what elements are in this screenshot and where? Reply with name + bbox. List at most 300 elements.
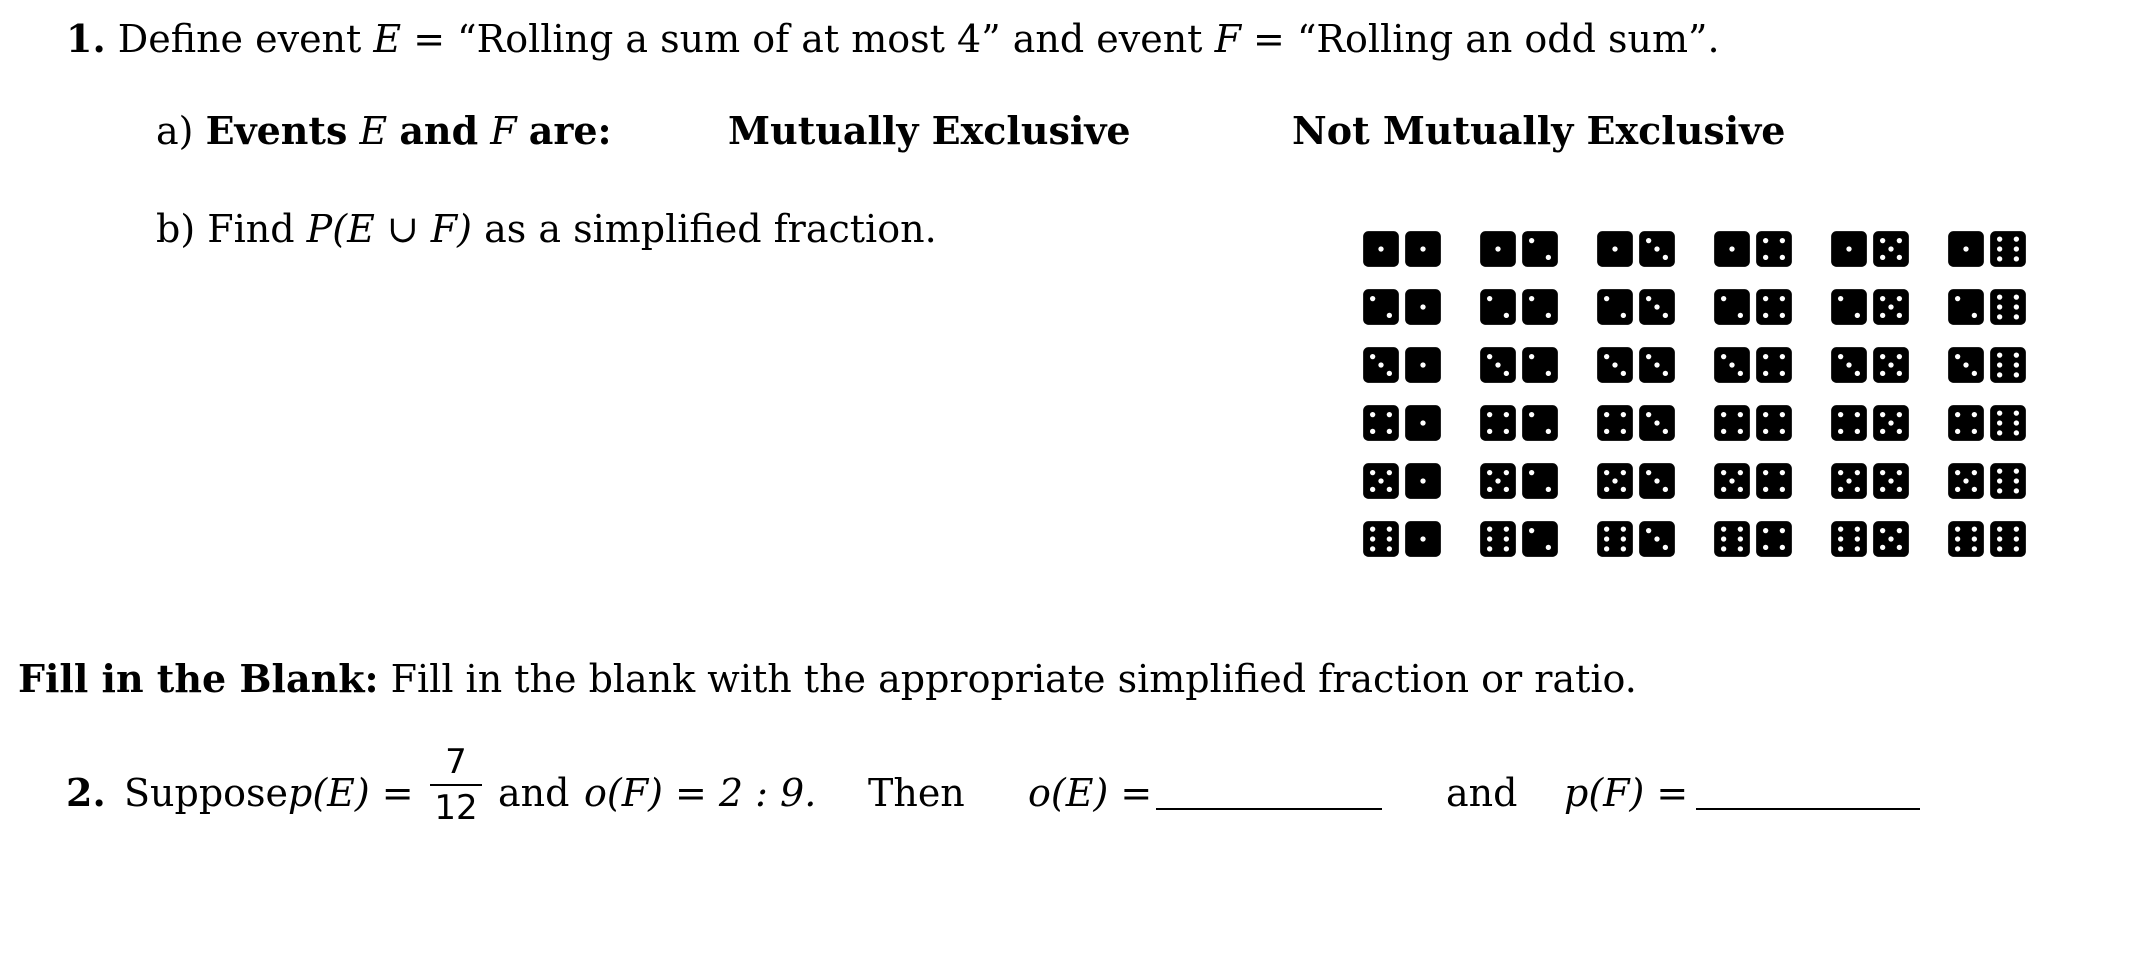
die-pip <box>1721 546 1726 551</box>
die-pip <box>2014 546 2019 551</box>
die-pip <box>1763 255 1768 260</box>
die-face-3 <box>1830 346 1868 384</box>
equals-sign-2: = <box>1253 17 1285 61</box>
die-pip <box>1838 296 1843 301</box>
odds-e-label: o(E) = <box>1028 771 1153 815</box>
probability-e-fraction <box>430 742 482 828</box>
die-face-6 <box>1830 520 1868 558</box>
die-face-2 <box>1521 520 1559 558</box>
die-pip <box>1780 296 1785 301</box>
die-pip <box>1780 487 1785 492</box>
die-face-3 <box>1638 346 1676 384</box>
die-pip <box>1880 371 1885 376</box>
die-pip <box>1846 478 1851 483</box>
die-pip <box>1888 362 1893 367</box>
die-pip <box>1504 536 1509 541</box>
die-face-4 <box>1713 404 1751 442</box>
die-pip <box>1888 246 1893 251</box>
die-pip <box>1729 478 1734 483</box>
dice-pair-1-5 <box>1830 230 1910 268</box>
equals-sign: = <box>413 17 446 61</box>
dice-pair-1-3 <box>1596 230 1676 268</box>
die-pip <box>1972 526 1977 531</box>
dice-pair-6-2 <box>1479 520 1559 558</box>
dice-pair-5-3 <box>1596 462 1676 500</box>
die-body <box>1522 289 1558 325</box>
die-pip <box>1997 536 2002 541</box>
die-pip <box>1888 304 1893 309</box>
die-pip <box>1997 362 2002 367</box>
die-face-3 <box>1947 346 1985 384</box>
die-pip <box>1370 354 1375 359</box>
die-face-6 <box>1989 404 2027 442</box>
die-pip <box>1612 362 1617 367</box>
die-face-5 <box>1872 520 1910 558</box>
fraction-bar <box>430 784 482 786</box>
dice-pair-3-1 <box>1362 346 1442 384</box>
die-body <box>1522 405 1558 441</box>
die-pip <box>1370 429 1375 434</box>
die-face-2 <box>1830 288 1868 326</box>
die-pip <box>1495 246 1500 251</box>
die-pip <box>1487 429 1492 434</box>
die-pip <box>1621 313 1626 318</box>
die-face-5 <box>1872 462 1910 500</box>
die-face-2 <box>1521 230 1559 268</box>
die-pip <box>1738 313 1743 318</box>
die-pip <box>1780 255 1785 260</box>
die-pip <box>1504 412 1509 417</box>
die-pip <box>1387 313 1392 318</box>
die-pip <box>1387 526 1392 531</box>
dice-pair-4-1 <box>1362 404 1442 442</box>
die-pip <box>1729 362 1734 367</box>
die-pip <box>2014 488 2019 493</box>
die-pip <box>1855 526 1860 531</box>
dice-pair-6-5 <box>1830 520 1910 558</box>
die-pip <box>1972 487 1977 492</box>
die-pip <box>1646 470 1651 475</box>
die-pip <box>1897 528 1902 533</box>
dice-pair-1-1 <box>1362 230 1442 268</box>
die-face-4 <box>1947 404 1985 442</box>
die-pip <box>2014 478 2019 483</box>
die-pip <box>1370 546 1375 551</box>
die-face-5 <box>1872 404 1910 442</box>
probability-f-label: p(F) = <box>1564 771 1689 815</box>
die-pip <box>1487 354 1492 359</box>
die-pip <box>1846 246 1851 251</box>
dice-pair-3-4 <box>1713 346 1793 384</box>
die-pip <box>1972 313 1977 318</box>
die-pip <box>1838 354 1843 359</box>
die-pip <box>1646 528 1651 533</box>
die-pip <box>1838 470 1843 475</box>
die-body <box>1990 231 2026 267</box>
die-face-2 <box>1521 462 1559 500</box>
die-pip <box>1604 412 1609 417</box>
dice-pair-5-6 <box>1947 462 2027 500</box>
die-pip <box>1955 487 1960 492</box>
die-pip <box>1897 545 1902 550</box>
die-face-6 <box>1989 346 2027 384</box>
die-pip <box>2014 536 2019 541</box>
die-body <box>1990 405 2026 441</box>
die-pip <box>1721 354 1726 359</box>
die-body <box>1756 463 1792 499</box>
die-face-2 <box>1521 288 1559 326</box>
die-pip <box>2014 352 2019 357</box>
dice-pair-1-6 <box>1947 230 2027 268</box>
dice-pair-5-2 <box>1479 462 1559 500</box>
die-pip <box>1955 536 1960 541</box>
union-expression: P(E ∪ F) <box>306 207 472 251</box>
die-pip <box>1780 470 1785 475</box>
die-body <box>1363 289 1399 325</box>
die-body <box>1756 521 1792 557</box>
die-pip <box>1529 296 1534 301</box>
die-face-6 <box>1989 462 2027 500</box>
die-pip <box>1880 470 1885 475</box>
die-face-2 <box>1521 346 1559 384</box>
die-pip <box>1997 294 2002 299</box>
die-face-5 <box>1713 462 1751 500</box>
die-pip <box>1763 296 1768 301</box>
die-pip <box>1387 371 1392 376</box>
die-face-4 <box>1755 288 1793 326</box>
die-body <box>1363 521 1399 557</box>
die-face-1 <box>1479 230 1517 268</box>
die-pip <box>1997 420 2002 425</box>
die-pip <box>1663 429 1668 434</box>
die-pip <box>1387 546 1392 551</box>
die-pip <box>1997 478 2002 483</box>
die-pip <box>1897 354 1902 359</box>
die-face-5 <box>1830 462 1868 500</box>
fraction-numerator: 7 <box>445 742 467 782</box>
die-body <box>1480 405 1516 441</box>
die-face-3 <box>1638 462 1676 500</box>
die-pip <box>1997 488 2002 493</box>
die-pip <box>1604 536 1609 541</box>
dice-pair-3-2 <box>1479 346 1559 384</box>
die-face-3 <box>1713 346 1751 384</box>
die-pip <box>1780 371 1785 376</box>
die-pip <box>1387 412 1392 417</box>
die-pip <box>1604 296 1609 301</box>
question-1-and: and event <box>1012 17 1203 61</box>
part-b-text-1: Find <box>207 207 295 251</box>
die-pip <box>2014 314 2019 319</box>
die-pip <box>1529 470 1534 475</box>
die-pip <box>1897 238 1902 243</box>
dice-pair-4-3 <box>1596 404 1676 442</box>
die-face-3 <box>1596 346 1634 384</box>
die-pip <box>1663 371 1668 376</box>
die-face-5 <box>1872 288 1910 326</box>
die-pip <box>1529 412 1534 417</box>
die-face-6 <box>1989 230 2027 268</box>
die-body <box>1831 521 1867 557</box>
die-pip <box>1972 371 1977 376</box>
die-pip <box>1663 313 1668 318</box>
die-pip <box>1621 536 1626 541</box>
die-pip <box>1646 296 1651 301</box>
dice-pair-5-4 <box>1713 462 1793 500</box>
die-face-4 <box>1596 404 1634 442</box>
die-pip <box>1780 545 1785 550</box>
die-pip <box>2014 246 2019 251</box>
die-body <box>1714 405 1750 441</box>
die-pip <box>1997 304 2002 309</box>
die-body <box>1948 521 1984 557</box>
dice-pair-6-6 <box>1947 520 2027 558</box>
die-pip <box>1838 487 1843 492</box>
die-pip <box>1721 526 1726 531</box>
die-pip <box>1880 238 1885 243</box>
dice-pair-3-3 <box>1596 346 1676 384</box>
die-body <box>1597 521 1633 557</box>
fill-in-blank-heading: Fill in the Blank: <box>18 656 379 701</box>
die-pip <box>1972 470 1977 475</box>
question-2-and: and <box>498 771 570 815</box>
part-a-f-symbol: F <box>490 109 517 153</box>
die-pip <box>1370 470 1375 475</box>
die-pip <box>1546 371 1551 376</box>
die-pip <box>1604 526 1609 531</box>
die-pip <box>1504 429 1509 434</box>
die-face-5 <box>1947 462 1985 500</box>
die-pip <box>1780 528 1785 533</box>
die-body <box>1480 521 1516 557</box>
die-face-1 <box>1713 230 1751 268</box>
die-pip <box>1972 536 1977 541</box>
part-b-text-2: as a simplified fraction. <box>484 207 937 251</box>
die-pip <box>1654 420 1659 425</box>
die-pip <box>1604 429 1609 434</box>
die-pip <box>1855 487 1860 492</box>
die-body <box>1522 347 1558 383</box>
die-pip <box>2014 304 2019 309</box>
die-face-6 <box>1713 520 1751 558</box>
die-pip <box>1604 487 1609 492</box>
die-pip <box>1880 354 1885 359</box>
dice-pair-2-2 <box>1479 288 1559 326</box>
question-1-statement <box>66 16 1720 61</box>
die-pip <box>1738 412 1743 417</box>
die-pip <box>1855 470 1860 475</box>
die-pip <box>1897 487 1902 492</box>
die-face-1 <box>1404 520 1442 558</box>
die-face-3 <box>1638 230 1676 268</box>
die-pip <box>1546 487 1551 492</box>
option-not-mutually-exclusive[interactable]: Not Mutually Exclusive <box>1292 108 1786 153</box>
die-pip <box>1738 536 1743 541</box>
die-pip <box>1738 470 1743 475</box>
die-pip <box>1420 246 1425 251</box>
die-pip <box>1654 478 1659 483</box>
die-pip <box>1888 478 1893 483</box>
die-face-2 <box>1521 404 1559 442</box>
die-pip <box>1997 526 2002 531</box>
die-face-4 <box>1755 520 1793 558</box>
question-1-number: 1. <box>66 16 106 61</box>
die-pip <box>1855 313 1860 318</box>
dice-pair-4-2 <box>1479 404 1559 442</box>
probability-f-answer-blank[interactable] <box>1696 808 1920 810</box>
die-face-6 <box>1947 520 1985 558</box>
die-pip <box>1370 296 1375 301</box>
die-pip <box>1955 429 1960 434</box>
die-pip <box>1546 545 1551 550</box>
die-pip <box>1621 526 1626 531</box>
die-pip <box>1838 536 1843 541</box>
die-pip <box>1654 536 1659 541</box>
die-pip <box>2014 420 2019 425</box>
die-pip <box>1897 429 1902 434</box>
die-body <box>1756 405 1792 441</box>
die-pip <box>1370 487 1375 492</box>
die-body <box>1831 405 1867 441</box>
question-1-intro: Define event <box>117 17 362 61</box>
die-pip <box>1780 354 1785 359</box>
die-pip <box>2014 372 2019 377</box>
dice-pair-4-4 <box>1713 404 1793 442</box>
die-face-1 <box>1596 230 1634 268</box>
die-pip <box>1997 352 2002 357</box>
die-pip <box>2014 430 2019 435</box>
die-pip <box>1838 526 1843 531</box>
die-pip <box>2014 362 2019 367</box>
event-f-symbol: F <box>1214 17 1241 61</box>
die-face-3 <box>1638 404 1676 442</box>
die-pip <box>1880 313 1885 318</box>
die-body <box>1480 289 1516 325</box>
part-a-e-symbol: E <box>359 109 388 153</box>
die-pip <box>1763 545 1768 550</box>
die-face-4 <box>1362 404 1400 442</box>
die-body <box>1597 405 1633 441</box>
die-pip <box>2014 294 2019 299</box>
die-pip <box>1378 478 1383 483</box>
part-b-label: b) <box>156 207 196 251</box>
die-pip <box>1504 313 1509 318</box>
die-pip <box>1604 546 1609 551</box>
die-pip <box>1963 478 1968 483</box>
die-pip <box>1387 429 1392 434</box>
die-pip <box>1997 372 2002 377</box>
fill-in-blank-text: Fill in the blank with the appropriate simplified fraction or ratio. <box>390 657 1637 701</box>
die-pip <box>1955 412 1960 417</box>
dice-pair-4-5 <box>1830 404 1910 442</box>
die-pip <box>1997 314 2002 319</box>
die-pip <box>1729 246 1734 251</box>
die-pip <box>1487 412 1492 417</box>
die-pip <box>1721 536 1726 541</box>
die-pip <box>1897 412 1902 417</box>
die-body <box>1756 347 1792 383</box>
die-face-4 <box>1755 462 1793 500</box>
die-pip <box>1880 429 1885 434</box>
die-pip <box>1721 470 1726 475</box>
die-pip <box>1495 478 1500 483</box>
die-face-1 <box>1404 288 1442 326</box>
die-pip <box>1529 238 1534 243</box>
dice-pair-3-6 <box>1947 346 2027 384</box>
die-pip <box>1487 546 1492 551</box>
die-pip <box>1663 545 1668 550</box>
die-pip <box>1738 487 1743 492</box>
die-pip <box>1487 487 1492 492</box>
die-pip <box>1855 371 1860 376</box>
question-2-number: 2. <box>66 770 106 815</box>
die-body <box>1714 521 1750 557</box>
odds-f-statement: o(F) = 2 : 9. <box>584 771 817 815</box>
die-pip <box>1420 478 1425 483</box>
die-face-1 <box>1404 462 1442 500</box>
option-mutually-exclusive[interactable]: Mutually Exclusive <box>728 108 1131 153</box>
die-pip <box>1763 238 1768 243</box>
die-pip <box>1763 528 1768 533</box>
die-body <box>1831 289 1867 325</box>
die-pip <box>1663 255 1668 260</box>
die-pip <box>1420 304 1425 309</box>
odds-e-answer-blank[interactable] <box>1156 808 1382 810</box>
die-pip <box>1612 478 1617 483</box>
dice-pair-2-6 <box>1947 288 2027 326</box>
die-pip <box>1721 429 1726 434</box>
part-a-text-2: and <box>399 108 479 153</box>
die-pip <box>1504 546 1509 551</box>
die-pip <box>1370 536 1375 541</box>
event-e-symbol: E <box>373 17 402 61</box>
die-face-2 <box>1362 288 1400 326</box>
die-pip <box>1738 429 1743 434</box>
fraction-denominator: 12 <box>434 788 478 828</box>
die-face-6 <box>1479 520 1517 558</box>
die-pip <box>1846 362 1851 367</box>
die-face-4 <box>1830 404 1868 442</box>
die-pip <box>1880 255 1885 260</box>
part-a-label: a) <box>156 109 194 153</box>
die-body <box>1990 463 2026 499</box>
die-pip <box>1378 246 1383 251</box>
die-body <box>1522 231 1558 267</box>
die-pip <box>1546 313 1551 318</box>
die-pip <box>1997 468 2002 473</box>
die-pip <box>1721 296 1726 301</box>
die-pip <box>1487 526 1492 531</box>
die-face-5 <box>1872 346 1910 384</box>
die-face-4 <box>1755 404 1793 442</box>
die-pip <box>1780 412 1785 417</box>
die-pip <box>1955 296 1960 301</box>
die-pip <box>1654 246 1659 251</box>
dice-pair-5-1 <box>1362 462 1442 500</box>
die-pip <box>1897 296 1902 301</box>
die-pip <box>1997 410 2002 415</box>
dice-pair-6-3 <box>1596 520 1676 558</box>
die-pip <box>1972 546 1977 551</box>
part-a-text-3: are: <box>528 108 612 153</box>
die-pip <box>1495 362 1500 367</box>
die-pip <box>1546 429 1551 434</box>
die-pip <box>1888 420 1893 425</box>
die-pip <box>1387 536 1392 541</box>
part-a-text-1: Events <box>205 108 348 153</box>
die-face-3 <box>1479 346 1517 384</box>
question-2-then: Then <box>868 771 965 815</box>
